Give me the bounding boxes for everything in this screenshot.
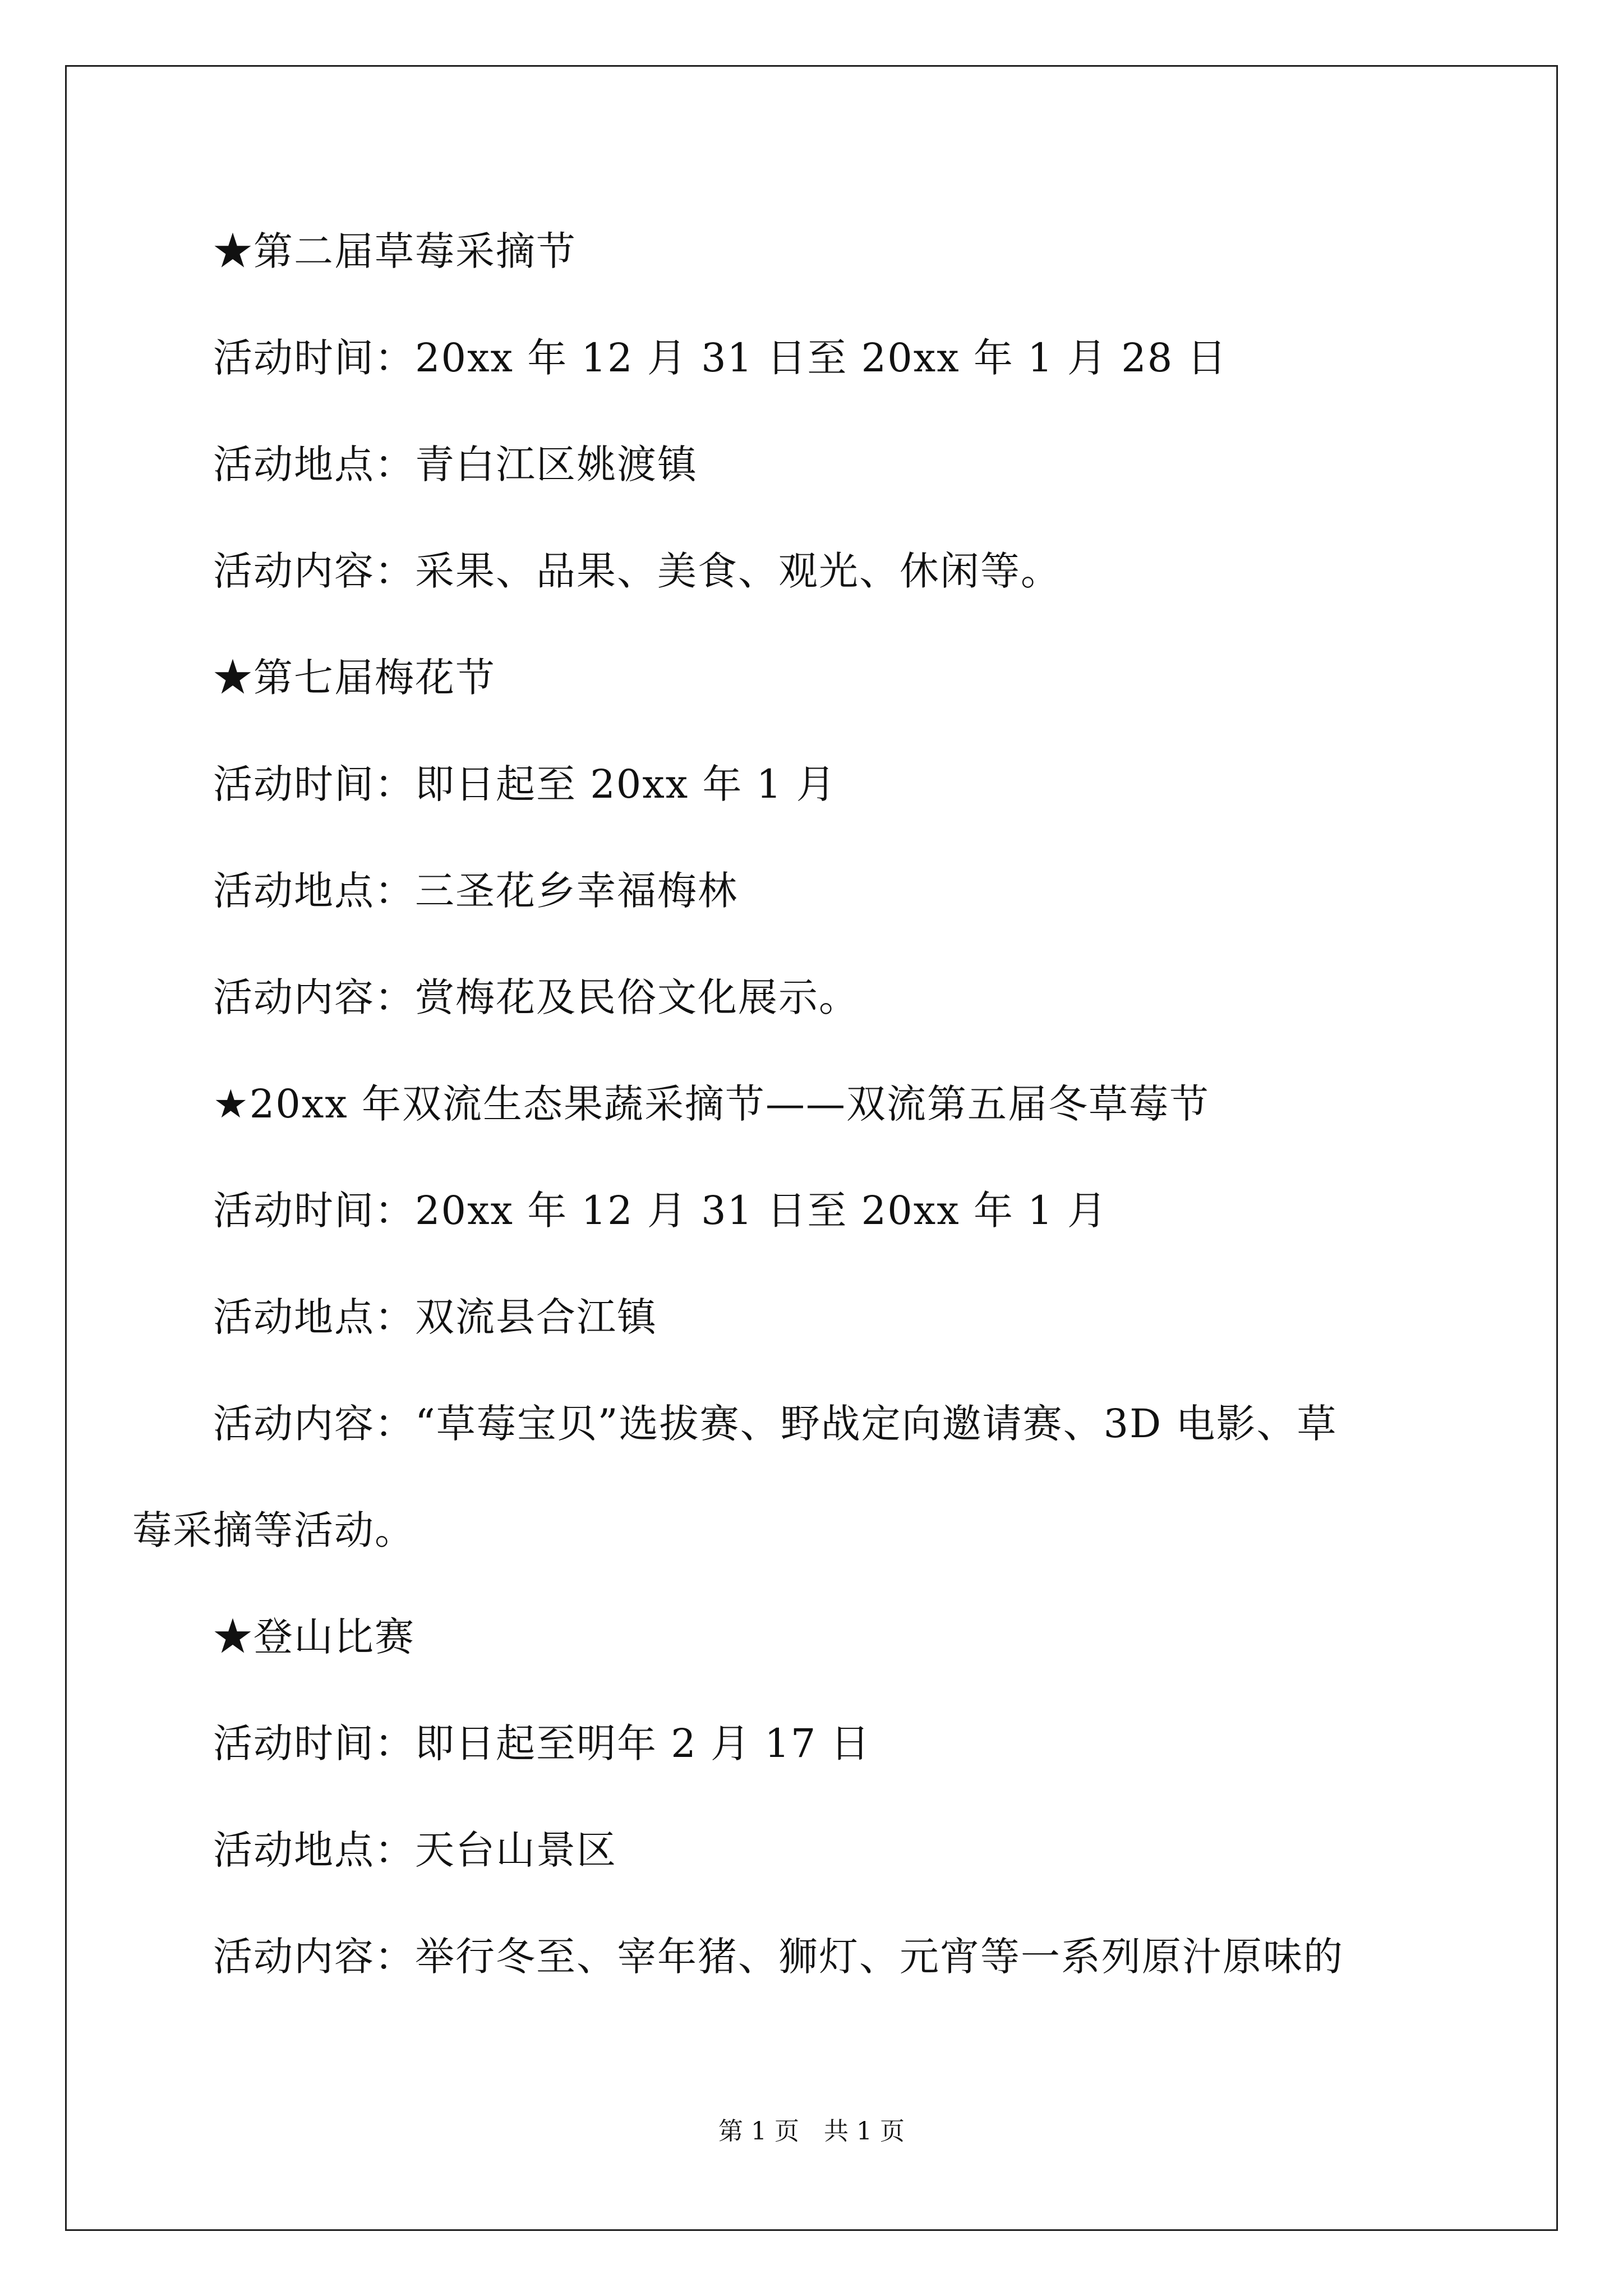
activity-location-line: 活动地点：双流县合江镇 <box>213 1294 657 1340</box>
section-heading-climbing-contest: ★登山比赛 <box>213 1614 415 1660</box>
activity-content-line: 活动内容：赏梅花及民俗文化展示。 <box>213 974 859 1020</box>
section-heading-shuangliu-festival: ★20xx 年双流生态果蔬采摘节——双流第五届冬草莓节 <box>213 1081 1210 1127</box>
section-heading-strawberry-festival: ★第二届草莓采摘节 <box>213 228 577 274</box>
activity-time-line: 活动时间：即日起至 20xx 年 1 月 <box>213 761 837 807</box>
activity-content-line: 活动内容：举行冬至、宰年猪、狮灯、元宵等一系列原汁原味的 <box>213 1934 1344 1980</box>
activity-content-line: 活动内容：采果、品果、美食、观光、休闲等。 <box>213 548 1061 594</box>
activity-time-line: 活动时间：即日起至明年 2 月 17 日 <box>213 1720 871 1766</box>
activity-location-line: 活动地点：三圣花乡幸福梅林 <box>213 868 738 914</box>
activity-location-line: 活动地点：天台山景区 <box>213 1827 617 1873</box>
page-footer: 第 1 页 共 1 页 <box>718 2117 905 2146</box>
section-heading-plum-festival: ★第七届梅花节 <box>213 655 496 701</box>
activity-time-line: 活动时间：20xx 年 12 月 31 日至 20xx 年 1 月 28 日 <box>213 335 1228 381</box>
activity-time-line: 活动时间：20xx 年 12 月 31 日至 20xx 年 1 月 <box>213 1188 1108 1234</box>
page-border <box>65 65 1558 2231</box>
activity-location-line: 活动地点：青白江区姚渡镇 <box>213 441 698 487</box>
activity-content-line: 活动内容：“草莓宝贝”选拔赛、野战定向邀请赛、3D 电影、草 <box>213 1401 1338 1447</box>
activity-content-continuation: 莓采摘等活动。 <box>132 1507 415 1553</box>
